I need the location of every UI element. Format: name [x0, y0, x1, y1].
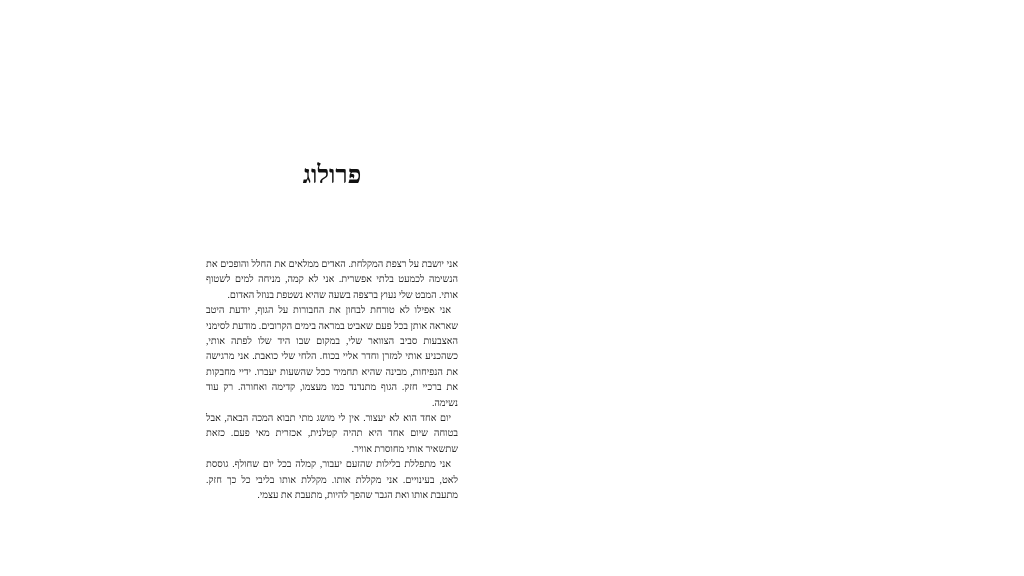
chapter-title: פרולוג [302, 160, 362, 189]
paragraph-3: יום אחד הוא לא יעצור. אין לי מושג מתי תבוא המכה הבאה, אבל בטוחה שיום אחד היא תהיה קטלנית, אכזרית מאי פעם. כזאת שתשאיר אותי מחוסרת אוויר. [206, 413, 458, 455]
paragraph-1: אני יושבת על רצפת המקלחת. האדים ממלאים את החלל והופכים את הנשימה לכמעט בלתי אפשרית. אני לא קמה, מניחה למים לשטוף אותי. המבט שלי נעוץ ברצפה בשעה שהיא נשטפת בנוזל האדום. [206, 259, 458, 301]
paragraph-2: אני אפילו לא טורחת לבחון את החבורות על הגוף, יודעת היטב שאראה אותן בכל פעם שאביט במראה בימים הקרובים. מודעת לסימני האצבעות סביב הצוואר שלי, במקום שבו היד שלו לפתה אותי, כשהכניע אותי למזרן וחדר אליי בכוח. הלחי שלי כואבת. אני מרגישה את הנפיחות, מבינה שהיא תחמיר ככל שהשעות יעברו. ידיי מחבקות את ברכיי חזק. הגוף מתנדנד כמו מעצמו, קדימה ואחורה. רק עוד נשימה. [206, 305, 458, 409]
paragraph-4: אני מתפללת בלילות שהזעם יעבור, קמלה בכל יום שחולף. גוססת לאט, בעינויים. אני מקללת אותו. מקללת אותו בליבי כל כך חזק. מתעבת אותו ואת הגבר שהפך להיות, מתעבת את עצמי. [206, 459, 458, 502]
chapter-body [206, 257, 458, 504]
